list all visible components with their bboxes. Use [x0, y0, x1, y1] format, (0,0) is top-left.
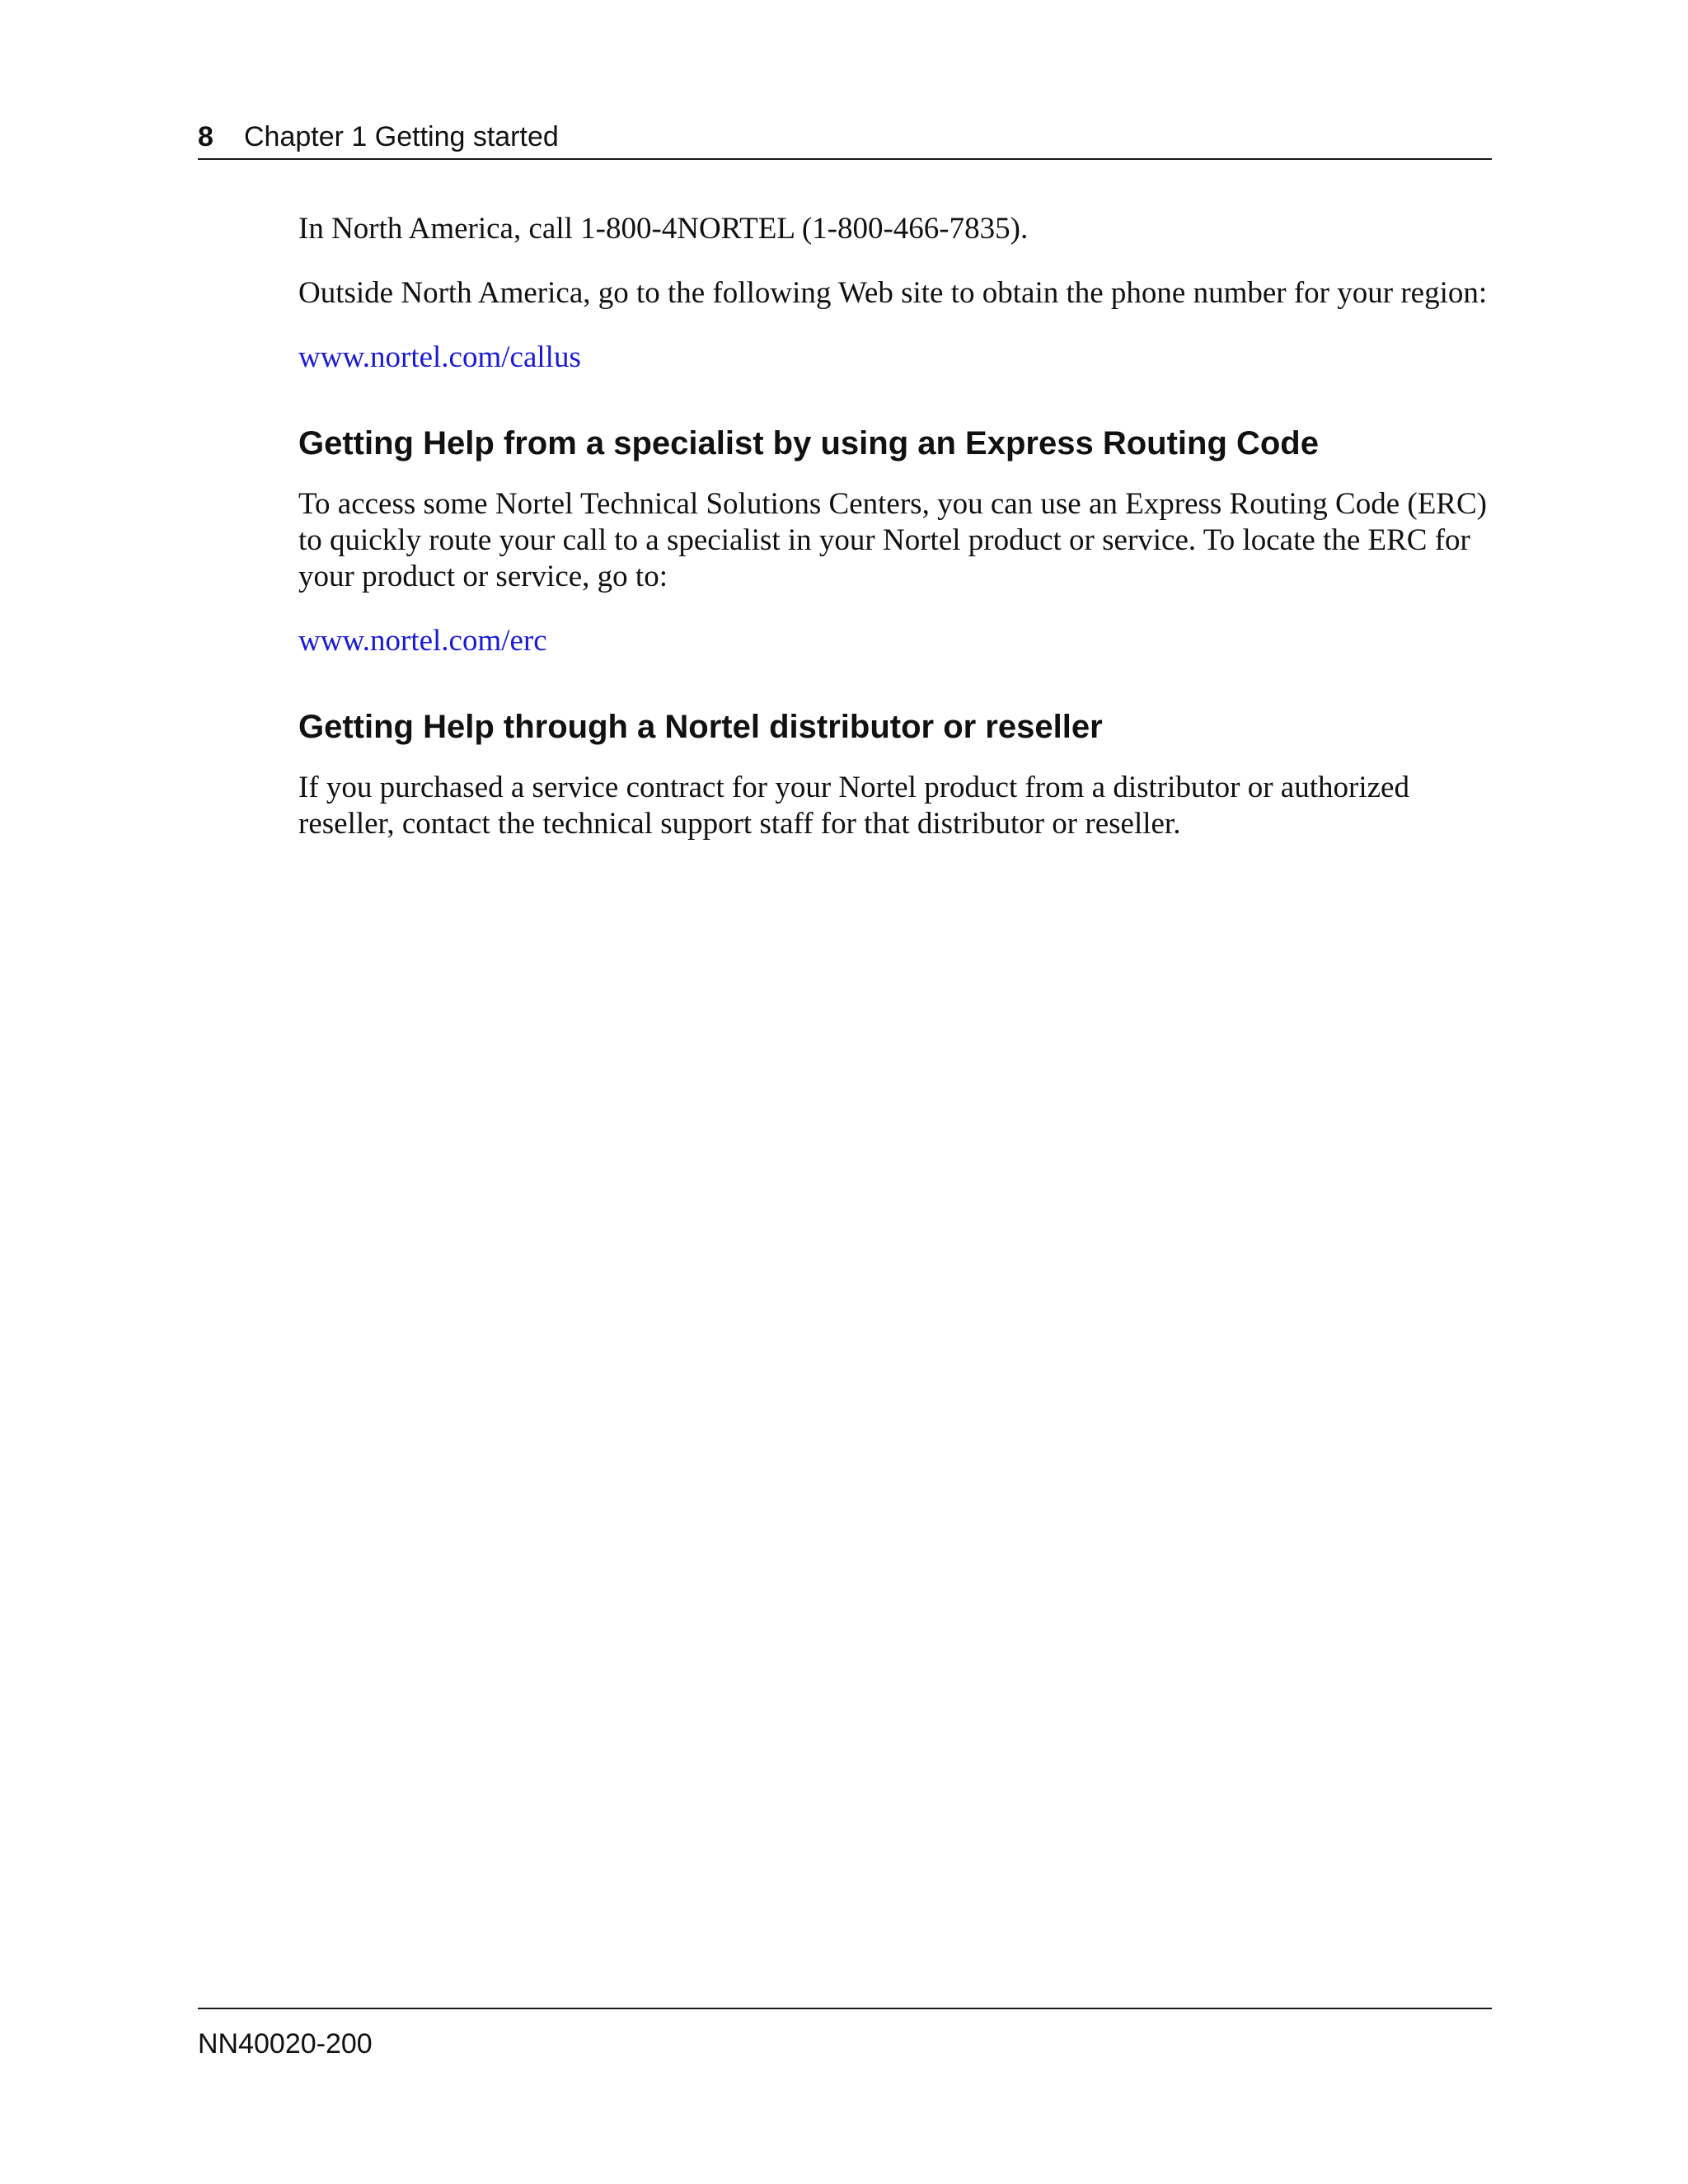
section-heading-express-routing: Getting Help from a specialist by using an Express Routing Code: [298, 425, 1319, 462]
paragraph-erc: To access some Nortel Technical Solutions Centers, you can use an Express Routing Code (ERC) to quickly route your call to a specialist in your Nortel product or service. To locate the ERC for your product or service, go to:: [298, 487, 1487, 593]
page-content: [298, 211, 1492, 870]
paragraph-north-america: In North America, call 1-800-4NORTEL (1-800-466-7835).: [298, 212, 1029, 246]
paragraph-outside-north-america: Outside North America, go to the following Web site to obtain the phone number for your region:: [298, 276, 1488, 310]
section-heading-distributor: Getting Help through a Nortel distributor or reseller: [298, 709, 1103, 745]
chapter-title: Chapter 1 Getting started: [244, 121, 559, 152]
page-header: [198, 120, 1492, 160]
paragraph-distributor: If you purchased a service contract for your Nortel product from a distributor or authorized reseller, contact the technical support staff for that distributor or reseller.: [298, 771, 1409, 841]
page-number: 8: [198, 121, 213, 152]
link-paragraph-erc: [298, 623, 1492, 659]
callus-link[interactable]: www.nortel.com/callus: [298, 340, 581, 374]
erc-link[interactable]: www.nortel.com/erc: [298, 624, 547, 658]
link-paragraph-callus: [298, 340, 1492, 376]
document-number: NN40020-200: [198, 2028, 373, 2060]
footer-divider: [198, 2008, 1492, 2009]
